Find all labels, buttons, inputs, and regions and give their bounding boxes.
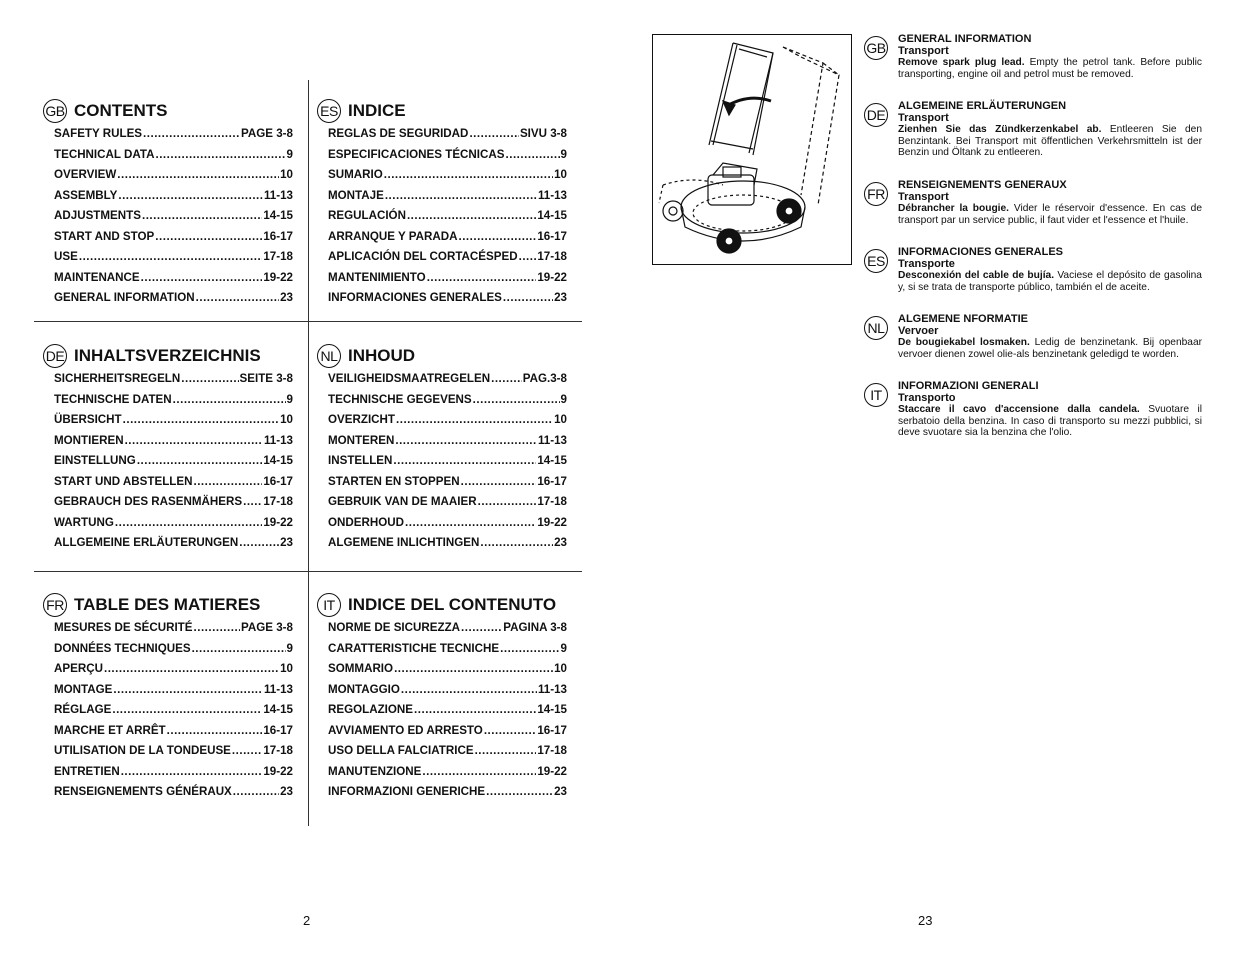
toc-entry-label: MONTEREN — [328, 433, 395, 447]
info-subheading: Vervoer — [898, 324, 939, 337]
toc-entry-label: CARATTERISTICHE TECNICHE — [328, 641, 500, 655]
dot-leader — [173, 393, 286, 406]
toc-entry-label: USE — [54, 250, 78, 263]
toc-entry-label: SAFETY RULES — [54, 127, 143, 140]
info-text: Entleeren Sie den Benzintank. Bei Transport mit öffentlichen Verkehrsmitteln ist der Benzin und Öltank zu entleeren. — [898, 124, 1202, 159]
toc-entry-label: ALLGEMEINE ERLÄUTERUNGEN — [54, 536, 239, 549]
toc-entry-page: 9 — [286, 147, 293, 161]
toc-entry — [328, 724, 567, 745]
info-block-it — [864, 381, 1202, 439]
info-heading: INFORMACIONES GENERALES — [898, 246, 1064, 258]
toc-entry-label: OVERVIEW — [54, 168, 117, 181]
language-badge: DE — [864, 103, 888, 127]
toc-entry — [328, 475, 567, 496]
toc-entry-label: MANUTENZIONE — [328, 764, 422, 778]
info-text: Vaciese el depósito de gasolina y, si se trata de transporte público, también el de aceite. — [898, 270, 1202, 293]
toc-entry-label: GEBRUIK VAN DE MAAIER — [328, 495, 477, 508]
toc-entry-page: 16-17 — [537, 474, 567, 488]
dot-leader — [519, 250, 537, 263]
toc-entry — [328, 168, 567, 189]
toc-entry — [328, 703, 567, 724]
dot-leader — [491, 372, 522, 385]
toc-entry-label: AVVIAMENTO ED ARRESTO — [328, 723, 483, 737]
info-text: Svuotare il serbatoio della benzina. In caso di transporto su mezzi pubblici, si deve svuotare sia la benzina che l'olio. — [898, 404, 1202, 439]
toc-entry — [328, 785, 567, 806]
toc-entry-label: START UND ABSTELLEN — [54, 474, 193, 488]
toc-entry-page: 9 — [286, 641, 293, 655]
toc-entry — [54, 785, 293, 806]
dot-leader — [232, 744, 262, 757]
toc-entry — [54, 744, 293, 765]
dot-leader — [167, 724, 263, 737]
section-title: TABLE DES MATIERES — [74, 595, 261, 614]
dot-leader — [384, 168, 553, 181]
toc-entry — [328, 209, 567, 230]
row-divider-1 — [34, 321, 582, 322]
toc-section-it — [317, 593, 567, 806]
toc-entry-label: OVERZICHT — [328, 413, 395, 426]
toc-entry — [328, 434, 567, 455]
toc-list — [54, 372, 293, 557]
toc-entry-label: EINSTELLUNG — [54, 454, 136, 467]
toc-entry — [328, 536, 567, 557]
toc-entry-page: 19-22 — [537, 515, 567, 529]
toc-entry-label: ASSEMBLY — [54, 188, 118, 202]
dot-leader — [192, 642, 286, 655]
toc-entry — [54, 434, 293, 455]
toc-entry — [328, 291, 567, 312]
dot-leader — [503, 291, 553, 304]
dot-leader — [155, 148, 285, 161]
toc-entry-label: GENERAL INFORMATION — [54, 291, 195, 304]
dot-leader — [115, 516, 262, 529]
info-block-es — [864, 247, 1202, 293]
toc-entry-page: 16-17 — [263, 723, 293, 737]
toc-entry-page: 19-22 — [537, 270, 567, 284]
info-block-gb — [864, 34, 1202, 80]
dot-leader — [196, 291, 279, 304]
toc-entry — [54, 662, 293, 683]
toc-entry-label: UTILISATION DE LA TONDEUSE — [54, 744, 231, 757]
toc-entry — [54, 291, 293, 312]
language-badge: NL — [864, 316, 888, 340]
toc-entry — [328, 271, 567, 292]
toc-entry — [54, 271, 293, 292]
toc-entry-label: RENSEIGNEMENTS GÉNÉRAUX — [54, 785, 232, 798]
toc-entry-label: MAINTENANCE — [54, 270, 140, 284]
dot-leader — [143, 127, 240, 140]
dot-leader — [461, 621, 502, 634]
toc-entry-label: ALGEMENE INLICHTINGEN — [328, 536, 480, 549]
toc-entry-label: REGOLAZIONE — [328, 703, 414, 716]
toc-entry — [54, 189, 293, 210]
dot-leader — [243, 495, 262, 508]
toc-entry-page: 17-18 — [537, 744, 567, 757]
toc-entry-page: 23 — [554, 536, 567, 549]
toc-entry — [328, 516, 567, 537]
dot-leader — [233, 785, 279, 798]
section-title: CONTENTS — [74, 101, 168, 120]
language-badge: IT — [317, 593, 341, 617]
info-subheading: Transport — [898, 44, 949, 57]
dot-leader — [121, 765, 263, 778]
info-body — [898, 57, 1202, 80]
toc-entry — [328, 662, 567, 683]
toc-entry-page: 10 — [554, 662, 567, 675]
toc-entry — [328, 189, 567, 210]
info-subheading: Transporte — [898, 257, 955, 270]
toc-entry-page: 23 — [554, 291, 567, 304]
toc-entry-page: 16-17 — [263, 229, 293, 243]
dot-leader — [141, 271, 263, 284]
toc-entry-page: 17-18 — [263, 495, 293, 508]
toc-entry-label: ARRANQUE Y PARADA — [328, 229, 458, 243]
lawnmower-illustration-icon — [653, 35, 851, 264]
toc-entry-label: RÉGLAGE — [54, 703, 112, 716]
toc-entry — [328, 413, 567, 434]
dot-leader — [104, 662, 279, 675]
info-body — [898, 337, 1202, 360]
toc-entry-page: 10 — [554, 168, 567, 181]
info-text: Vider le réservoir d'essence. En cas de transport par un service public, il faut vider et l'essence et l'huile. — [898, 203, 1203, 226]
toc-entry-label: DONNÉES TECHNIQUES — [54, 641, 191, 655]
info-bold-instruction: Débrancher la bougie. — [898, 203, 1009, 215]
toc-entry-page: 17-18 — [263, 250, 293, 263]
dot-leader — [393, 454, 536, 467]
toc-entry-page: 9 — [560, 147, 567, 161]
toc-entry-page: 11-13 — [537, 433, 567, 447]
info-text: Ledig de benzinetank. Bij openbaar vervoer dienen zowel olie-als benzinetank geledigd te worden. — [898, 337, 1203, 360]
lawnmower-transport-figure — [652, 34, 852, 265]
dot-leader — [486, 785, 553, 798]
toc-entry — [328, 495, 567, 516]
toc-section-nl — [317, 344, 567, 557]
toc-entry-page: 16-17 — [537, 723, 567, 737]
toc-entry-label: TECHNISCHE DATEN — [54, 392, 172, 406]
toc-entry — [328, 393, 567, 414]
dot-leader — [396, 413, 553, 426]
toc-entry-label: MONTAGGIO — [328, 682, 400, 696]
dot-leader — [239, 536, 279, 549]
toc-entry — [54, 168, 293, 189]
toc-entry-label: SUMARIO — [328, 168, 383, 181]
toc-entry-page: 10 — [280, 168, 293, 181]
page-number-right: 23 — [918, 913, 933, 928]
toc-section-es — [317, 99, 567, 312]
toc-entry — [54, 148, 293, 169]
toc-entry-page: SEITE 3-8 — [239, 372, 293, 385]
info-heading: RENSEIGNEMENTS GENERAUX — [898, 179, 1067, 191]
dot-leader — [506, 148, 560, 161]
toc-entry-page: 23 — [554, 785, 567, 798]
toc-entry — [54, 536, 293, 557]
dot-leader — [194, 621, 241, 634]
toc-entry-page: 9 — [286, 392, 293, 406]
toc-entry-label: SOMMARIO — [328, 662, 394, 675]
info-heading: GENERAL INFORMATION — [898, 33, 1032, 45]
toc-entry — [54, 454, 293, 475]
section-title: INDICE DEL CONTENUTO — [348, 595, 557, 614]
row-divider-2 — [34, 571, 582, 572]
info-block-fr — [864, 180, 1202, 226]
toc-entry-page: 19-22 — [263, 764, 293, 778]
toc-entry-page: 10 — [280, 662, 293, 675]
toc-entry — [54, 765, 293, 786]
toc-entry — [54, 475, 293, 496]
language-badge: GB — [43, 99, 67, 123]
info-heading: INFORMAZIONI GENERALI — [898, 380, 1039, 392]
dot-leader — [181, 372, 238, 385]
toc-entry-page: 19-22 — [263, 515, 293, 529]
info-bold-instruction: Zienhen Sie das Zündkerzenkabel ab. — [898, 124, 1102, 136]
toc-entry — [54, 724, 293, 745]
toc-entry — [328, 250, 567, 271]
toc-entry — [54, 703, 293, 724]
toc-entry-page: PAG.3-8 — [522, 372, 567, 385]
dot-leader — [385, 189, 537, 202]
toc-entry — [54, 372, 293, 393]
toc-section-de — [43, 344, 293, 557]
column-divider — [308, 80, 309, 826]
dot-leader — [478, 495, 537, 508]
toc-entry — [328, 683, 567, 704]
toc-entry-page: 14-15 — [537, 454, 567, 467]
toc-entry-label: USO DELLA FALCIATRICE — [328, 744, 474, 757]
toc-entry-label: INFORMAZIONI GENERICHE — [328, 785, 486, 798]
toc-entry-label: NORME DE SICUREZZA — [328, 621, 461, 634]
toc-entry-page: 23 — [280, 785, 293, 798]
dot-leader — [461, 475, 537, 488]
info-block-nl — [864, 314, 1202, 360]
toc-entry — [328, 230, 567, 251]
dot-leader — [137, 454, 263, 467]
toc-entry — [328, 148, 567, 169]
section-title: INHOUD — [348, 346, 416, 365]
language-badge: FR — [43, 593, 67, 617]
section-title: INHALTSVERZEICHNIS — [74, 346, 261, 365]
info-bold-instruction: Desconexión del cable de bujía. — [898, 270, 1055, 282]
toc-entry-page: 17-18 — [537, 495, 567, 508]
toc-entry-page: 23 — [280, 291, 293, 304]
dot-leader — [117, 168, 279, 181]
toc-entry-page: 10 — [280, 413, 293, 426]
dot-leader — [480, 536, 553, 549]
dot-leader — [405, 516, 536, 529]
toc-entry-page: 9 — [560, 392, 567, 406]
dot-leader — [118, 189, 263, 202]
toc-entry — [328, 765, 567, 786]
language-badge: ES — [317, 99, 341, 123]
info-body — [898, 203, 1202, 226]
toc-entry-label: MANTENIMIENTO — [328, 270, 426, 284]
dot-leader — [401, 683, 537, 696]
toc-entry-label: SICHERHEITSREGELN — [54, 372, 181, 385]
language-badge: FR — [864, 182, 888, 206]
dot-leader — [484, 724, 537, 737]
toc-entry-page: 11-13 — [263, 682, 293, 696]
toc-entry-label: ENTRETIEN — [54, 764, 120, 778]
toc-entry-label: REGLAS DE SEGURIDAD — [328, 127, 469, 140]
toc-entry-page: PAGE 3-8 — [241, 127, 293, 140]
toc-entry-page: 14-15 — [263, 454, 293, 467]
toc-entry — [328, 127, 567, 148]
toc-entry-label: APERÇU — [54, 662, 103, 675]
toc-entry — [54, 393, 293, 414]
language-badge: ES — [864, 249, 888, 273]
dot-leader — [394, 662, 553, 675]
toc-entry-page: 11-13 — [537, 682, 567, 696]
toc-entry-page: 14-15 — [263, 209, 293, 222]
toc-entry — [54, 127, 293, 148]
toc-entry-label: TECHNISCHE GEGEVENS — [328, 392, 472, 406]
info-heading: ALGEMEINE ERLÄUTERUNGEN — [898, 100, 1067, 112]
toc-list — [54, 621, 293, 806]
toc-entry-label: ÜBERSICHT — [54, 413, 122, 426]
dot-leader — [473, 393, 560, 406]
language-badge: GB — [864, 36, 888, 60]
toc-entry-label: MONTAJE — [328, 188, 384, 202]
toc-entry — [54, 230, 293, 251]
toc-entry-page: 19-22 — [263, 270, 293, 284]
dot-leader — [500, 642, 559, 655]
toc-entry — [54, 642, 293, 663]
toc-entry-label: APLICACIÓN DEL CORTACÉSPED — [328, 250, 518, 263]
toc-entry — [328, 621, 567, 642]
info-bold-instruction: De bougiekabel losmaken. — [898, 337, 1030, 349]
toc-entry — [54, 621, 293, 642]
toc-entry-page: 14-15 — [537, 209, 567, 222]
dot-leader — [475, 744, 537, 757]
toc-entry-page: 17-18 — [263, 744, 293, 757]
toc-entry-page: 23 — [280, 536, 293, 549]
toc-entry-label: ONDERHOUD — [328, 515, 405, 529]
toc-entry-label: STARTEN EN STOPPEN — [328, 474, 460, 488]
dot-leader — [142, 209, 262, 222]
toc-entry-label: START AND STOP — [54, 229, 155, 243]
language-badge: IT — [864, 383, 888, 407]
dot-leader — [112, 703, 262, 716]
language-badge: DE — [43, 344, 67, 368]
toc-entry-page: 11-13 — [263, 188, 293, 202]
info-subheading: Transport — [898, 190, 949, 203]
toc-entry-label: MESURES DE SÉCURITÉ — [54, 621, 193, 634]
toc-entry — [54, 683, 293, 704]
toc-entry — [54, 209, 293, 230]
toc-entry-label: ESPECIFICACIONES TÉCNICAS — [328, 147, 505, 161]
dot-leader — [414, 703, 536, 716]
toc-entry-page: SIVU 3-8 — [519, 127, 567, 140]
toc-entry-page: 16-17 — [537, 229, 567, 243]
toc-entry — [54, 250, 293, 271]
toc-entry-page: PAGE 3-8 — [241, 621, 293, 634]
info-subheading: Transporto — [898, 391, 956, 404]
dot-leader — [395, 434, 537, 447]
toc-entry-page: 17-18 — [537, 250, 567, 263]
info-body — [898, 124, 1202, 159]
toc-entry-label: MARCHE ET ARRÊT — [54, 723, 166, 737]
dot-leader — [458, 230, 536, 243]
dot-leader — [193, 475, 262, 488]
info-bold-instruction: Remove spark plug lead. — [898, 57, 1025, 69]
toc-entry-page: PAGINA 3-8 — [503, 621, 567, 634]
info-bold-instruction: Staccare il cavo d'accensione dalla candela. — [898, 404, 1140, 416]
toc-entry-label: TECHNICAL DATA — [54, 147, 155, 161]
dot-leader — [79, 250, 263, 263]
dot-leader — [469, 127, 519, 140]
dot-leader — [427, 271, 537, 284]
toc-entry-page: 14-15 — [537, 703, 567, 716]
toc-entry-page: 11-13 — [263, 433, 293, 447]
page-number-left: 2 — [303, 913, 311, 928]
toc-list — [54, 127, 293, 312]
section-title: INDICE — [348, 101, 406, 120]
toc-entry — [328, 642, 567, 663]
toc-list — [328, 621, 567, 806]
info-body — [898, 404, 1202, 439]
info-subheading: Transport — [898, 111, 949, 124]
dot-leader — [113, 683, 263, 696]
toc-entry — [328, 744, 567, 765]
toc-entry-label: VEILIGHEIDSMAATREGELEN — [328, 372, 491, 385]
info-body — [898, 270, 1202, 293]
language-badge: NL — [317, 344, 341, 368]
info-heading: ALGEMENE NFORMATIE — [898, 313, 1028, 325]
toc-entry — [54, 413, 293, 434]
toc-entry-label: GEBRAUCH DES RASENMÄHERS — [54, 495, 243, 508]
toc-entry-page: 9 — [560, 641, 567, 655]
toc-entry — [328, 454, 567, 475]
toc-entry-label: WARTUNG — [54, 515, 114, 529]
info-block-de — [864, 101, 1202, 159]
toc-entry-page: 16-17 — [263, 474, 293, 488]
info-text: Empty the petrol tank. Before public transporting, engine oil and petrol must be removed. — [898, 57, 1202, 80]
toc-entry-label: REGULACIÓN — [328, 209, 406, 222]
toc-entry — [328, 372, 567, 393]
dot-leader — [123, 413, 279, 426]
toc-entry-page: 19-22 — [537, 764, 567, 778]
toc-entry-page: 14-15 — [263, 703, 293, 716]
toc-entry-label: MONTAGE — [54, 682, 113, 696]
toc-entry-page: 10 — [554, 413, 567, 426]
toc-entry-page: 11-13 — [537, 188, 567, 202]
toc-entry — [54, 516, 293, 537]
toc-entry-label: INSTELLEN — [328, 454, 393, 467]
toc-list — [328, 372, 567, 557]
toc-list — [328, 127, 567, 312]
dot-leader — [422, 765, 536, 778]
toc-section-fr — [43, 593, 293, 806]
toc-entry-label: MONTIEREN — [54, 433, 124, 447]
dot-leader — [125, 434, 263, 447]
toc-entry-label: ADJUSTMENTS — [54, 209, 141, 222]
toc-section-gb — [43, 99, 293, 312]
dot-leader — [155, 230, 262, 243]
dot-leader — [407, 209, 536, 222]
toc-entry — [54, 495, 293, 516]
toc-entry-label: INFORMACIONES GENERALES — [328, 291, 502, 304]
